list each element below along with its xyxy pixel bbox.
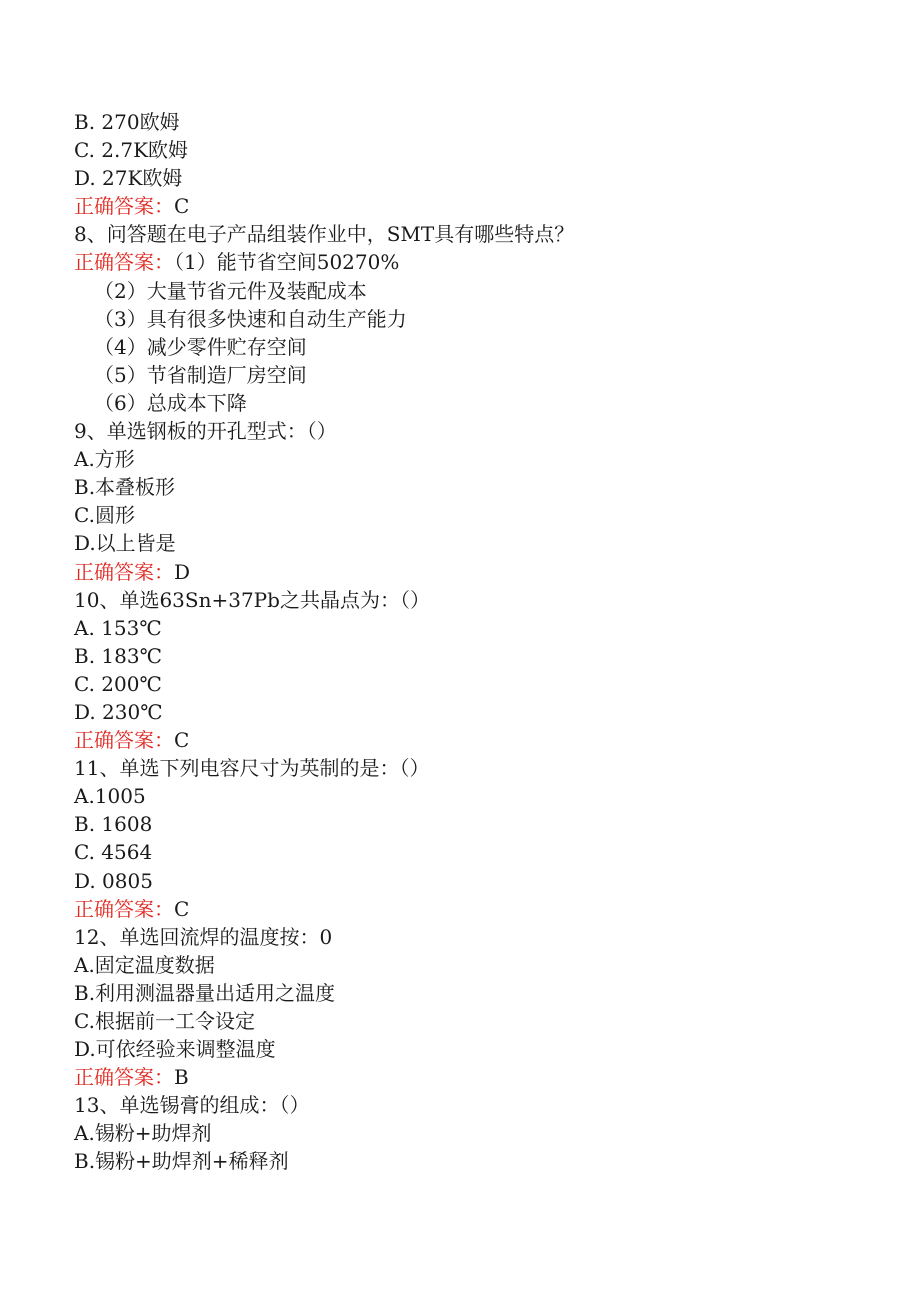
option-line: A.1005 bbox=[74, 784, 146, 809]
option-line: C. 200℃ bbox=[74, 671, 162, 696]
answer-value: B bbox=[174, 1065, 189, 1090]
option-line: A.方形 bbox=[74, 447, 135, 472]
option-line: C.圆形 bbox=[74, 503, 135, 528]
answer-value: C bbox=[174, 728, 190, 753]
option-line: D. 230℃ bbox=[74, 699, 163, 724]
answer-label: 正确答案： bbox=[74, 1065, 174, 1090]
answer-detail-line: （5）节省制造厂房空间 bbox=[94, 362, 307, 387]
question-line: 13、单选锡膏的组成：（） bbox=[74, 1093, 310, 1118]
option-line: B. 183℃ bbox=[74, 643, 162, 668]
option-line: B.利用测温器量出适用之温度 bbox=[74, 980, 336, 1005]
option-line: D.可依经验来调整温度 bbox=[74, 1037, 276, 1062]
answer-line bbox=[74, 1063, 874, 1091]
question-line: 10、单选63Sn+37Pb之共晶点为：（） bbox=[74, 587, 430, 612]
question-line: 9、单选钢板的开孔型式：（） bbox=[74, 419, 337, 444]
option-line: A.锡粉+助焊剂 bbox=[74, 1121, 212, 1146]
answer-line bbox=[74, 895, 874, 923]
answer-label: 正确答案： bbox=[74, 896, 174, 921]
answer-value: C bbox=[174, 896, 190, 921]
answer-label: 正确答案： bbox=[74, 559, 174, 584]
option-line: B. 1608 bbox=[74, 812, 153, 837]
answer-label: 正确答案： bbox=[74, 194, 174, 219]
question-line: 8、问答题在电子产品组装作业中，SMT具有哪些特点？ bbox=[74, 222, 575, 247]
answer-value: D bbox=[174, 559, 191, 584]
answer-line bbox=[74, 558, 874, 586]
option-line: B.本叠板形 bbox=[74, 475, 176, 500]
answer-value: （1）能节省空间50270% bbox=[174, 250, 400, 275]
answer-label: 正确答案： bbox=[74, 250, 174, 275]
option-line: D. 27K欧姆 bbox=[74, 166, 183, 191]
answer-detail-line: （2）大量节省元件及装配成本 bbox=[94, 278, 367, 303]
answer-detail-line: （3）具有很多快速和自动生产能力 bbox=[94, 306, 407, 331]
answer-line bbox=[74, 726, 874, 754]
option-line: B. 270欧姆 bbox=[74, 110, 180, 134]
option-line: B.锡粉+助焊剂+稀释剂 bbox=[74, 1149, 289, 1174]
answer-line bbox=[74, 248, 874, 276]
option-line: C.根据前一工令设定 bbox=[74, 1009, 255, 1033]
option-line: C. 2.7K欧姆 bbox=[74, 138, 189, 163]
answer-detail-line: （6）总成本下降 bbox=[94, 390, 247, 415]
question-line: 12、单选回流焊的温度按：0 bbox=[74, 924, 333, 949]
option-line: D. 0805 bbox=[74, 868, 153, 893]
answer-detail-line: （4）减少零件贮存空间 bbox=[94, 334, 307, 359]
question-line: 11、单选下列电容尺寸为英制的是：（） bbox=[74, 756, 430, 781]
answer-line bbox=[74, 192, 874, 220]
option-line: C. 4564 bbox=[74, 840, 153, 865]
option-line: A. 153℃ bbox=[74, 615, 162, 640]
option-line: A.固定温度数据 bbox=[74, 952, 215, 977]
answer-label: 正确答案： bbox=[74, 728, 174, 753]
option-line: D.以上皆是 bbox=[74, 531, 176, 556]
answer-value: C bbox=[174, 194, 190, 219]
document-body bbox=[74, 108, 874, 1176]
